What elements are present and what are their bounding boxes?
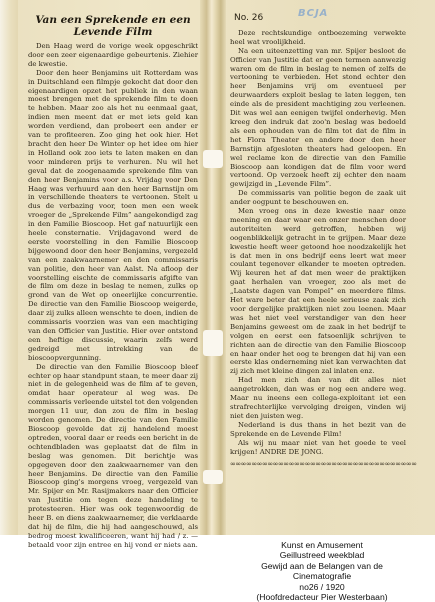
article-title [28, 14, 198, 38]
caption-line: (Hoofdredacteur Pier Westerbaan) [256, 592, 388, 602]
caption-line: Cinematografie [292, 571, 352, 582]
article-title-line: Levende Film [73, 26, 153, 38]
article-paragraph: Na een uiteenzetting van mr. Spijer besloot de Officier van Justitie dat er geen termen aanwezig waren om de film in beslag te nemen of zelfs de vertooning te verbieden. Het stond echter den heer Benjamins vrij om eventueel per deurwaarders exploit beslag te laten leggen, ten einde als de president machtiging zou verleenen. Dit was wel aan eenigen twijfel onderhevig. Men kreeg den indruk dat zoo'n beslag was bedoeld als een ophouden van de film tot dat de film in het Flora Theater en andere door den heer Barnstijn afgesloten theaters had geloopen. En wel reclame kon de directie van den Familie Bioscoop aan kondigen dat de film voor werd vertoond. Op verzoek heeft zij echter den naam gewijzigd in „Levende Film”. [230, 46, 406, 189]
page-tear [203, 330, 223, 356]
article-signoff: Als wij nu maar niet van het goede te veel krijgen! ANDRE DE JONG. [230, 438, 406, 456]
article-paragraph: De commissaris van politie begon de zaak uit ander oogpunt te beschouwen en. [230, 189, 406, 207]
caption-line: Gewijd aan de Belangen van de [261, 560, 383, 571]
article-paragraph: Den Haag werd de vorige week opgeschrikt door een zeer eigenaardige gebeurtenis. Ziehier de kwestie. [28, 42, 198, 68]
library-stamp: BCJA [298, 8, 329, 19]
article-paragraph: Deze rechtskundige ontboezeming verwekte heel wat vroolijkheid. [230, 28, 406, 46]
article-paragraph: De directie van den Familie Bioscoop bleef echter op haar standpunt staan, te meer daar zij niet in de gelegenheid was de film af te geven, omdat haar operateur al weg was. De commissaris verleende uitstel tot den volgenden morgen 11 uur, dan zou de film in beslag worden genomen. De directie van den Familie Bioscoop gevolde dat zij handelend moest optreden, vooral daar er reeds een bericht in de ochtendbladen was geplaatst dat de film in beslag was genomen. Dit berichtje was opgegeven door den zaakwaarnemer van den heer Benjamins. De directie van den Familie Bioscoop ging's morgens vroeg, vergezeld van Mr. Spijer en Mr. Rasijmakers naar den Officier van Justitie om tegen deze handeling te protesteeren. Hier was ook tegenwoordig de heer B. en diens zaakwaarnemer, die verklaarde dat hij de film, die hij had aangeschouwd, als bedrog moest kwalificeeren, want hij had / z. — betaald voor zijn entree en hij vond er niets aan. [28, 362, 198, 549]
page-edge [0, 0, 18, 535]
article-paragraph: Men vroeg ons in deze kwestie naar onze meening en daar waar een onzer menschen door autoriteiten werd getroffen, hebben wij oogenblikkelijk getracht in te grijpen. Maar deze kwestie heeft weer getoond hoe noodzakelijk het is dat men in ons bedrijf eens leert wat meer coulant tegenover elkander te moeten optreden. Wij keuren het af dat men weer de praktijken gaat herhalen van vroeger, zoo als met de „Laatste dagen van Pompeï” en meerdere films. Het ware beter dat een heele serieuse zaak zich voor dergelijke praktijken niet zou leenen. Maar was het niet veel verstandiger van den heer Benjamins geweest om de zaak in het bedrijf te volgen en eerst een fatsoenlijk schrijven te richten aan de directie van den Familie Bioscoop en haar onder het oog te brengen dat hij van een eerste klas onderneming niet kan verwachten dat zij zich met kleine dingen zal inlaten enz. [230, 207, 406, 376]
caption-line: Geillustreed weekblad [279, 550, 365, 561]
article-paragraph: Had men zich dan van dit alles niet aangetrokken, dan was er nog een andere weg. Maar nu ineens een collega-exploitant iet een strafrechterlijke vervolging dreigen, vinden wij niet den juisten weg. [230, 376, 406, 420]
page-tear [203, 150, 223, 168]
caption-line: Kunst en Amusement [281, 540, 363, 550]
article-title-line: Van een Sprekende en een [35, 14, 191, 26]
image-caption [232, 540, 412, 602]
ornament-divider: ∞∞∞∞∞∞∞∞∞∞∞∞∞∞∞∞∞∞∞∞∞∞∞∞∞∞∞∞∞∞∞∞∞∞∞ [230, 460, 417, 469]
page-tear [203, 470, 223, 484]
article-paragraph: Door den heer Benjamins uit Rotterdam was in Duitschland een filmpje gekocht dat door den eigenaardigen opzet het publiek in den waan moest brengen met de sprekende film te doen te hebben. Maar zoo als het nu eenmaal gaat, indien men meent dat er met iets geld kan worden verdiend, dan probeert een ander er van te profiteeren. Zoo ging het ook hier. Het bracht den heer De Winter op het idee om hier in Holland ook zoo iets te laten maken en dan voor minderen prijs te verhuren. Nu wil het geval dat de zoogenaamde sprekende film van den heer Benjamins voor a.s. Vrijdag voor Den Haag was verhuurd aan den heer Barnstijn om in verschillende theaters te vertoonen. Stelt u dus de verbazing voor, toen men een week vroeger de „Sprekende Film” aangekondigd zag in den Familie Bioscoop. Het gaf natuurlijk een heele consternatie. Vrijdagavond werd de eerste voorstelling in den Familie Bioscoop bijgewoond door den heer Benjamins, vergezeld van een zaakwaarnemer en den commissaris van politie, den heer van Aalst. Na afloop der voorstelling eischte de commissaris afgifte van de film om deze in beslag te nemen, zulks op grond van de Wet op oneerlijke concurrentie. De directie van den Familie Bioscoop weigerde, daar zij zulks alleen wenschte te doen, indien de commissaris voorzien was van een machtiging van den Officier van Justitie. Hier over ontstond een heftige discussie, waarin zelfs werd gedreigd met intrekking van de bioscoopvergunning. [28, 68, 198, 362]
page-number: No. 26 [234, 13, 264, 23]
article-left-column [28, 14, 198, 550]
page-fold [200, 0, 226, 535]
article-paragraph: Nederland is dus thans in het bezit van de Sprekende en de Levende Film! [230, 420, 406, 438]
caption-line: no26 / 1920 [299, 581, 345, 592]
